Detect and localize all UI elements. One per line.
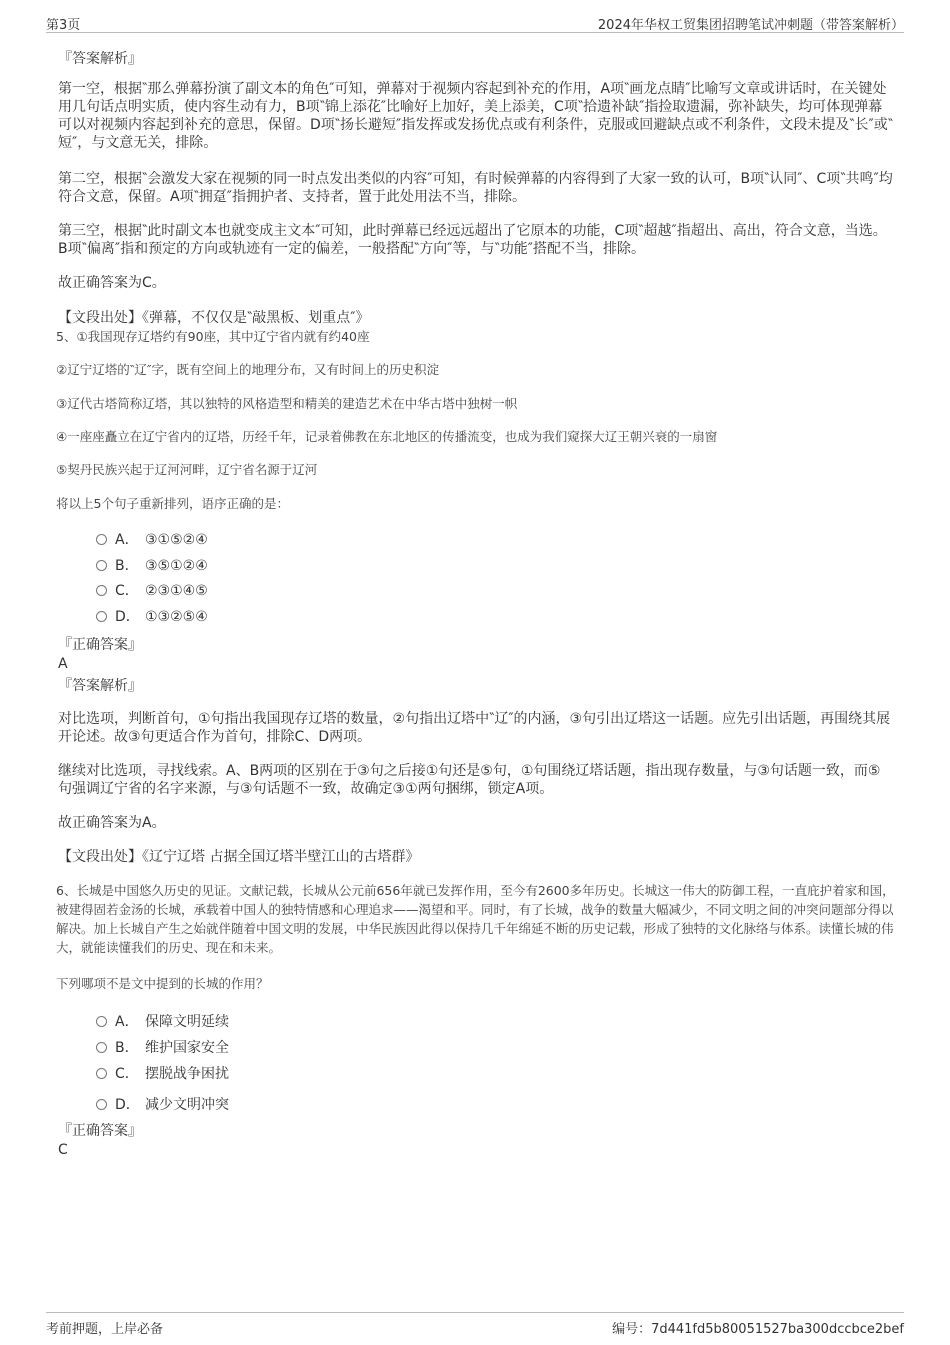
q5-analysis-p1: 对比选项，判断首句，①句指出我国现存辽塔的数量，②句指出辽塔中‶辽″的内涵，③句引出辽塔这一话题。应先引出话题，再围绕其展开论述。故③句更适合作为首句，排除C、D两项。 xyxy=(58,711,891,745)
radio-icon[interactable] xyxy=(96,534,107,545)
q6-answer-label: 『正确答案』 xyxy=(58,1123,142,1139)
page-number: 第3页 xyxy=(46,18,81,33)
footer-slogan: 考前押题，上岸必备 xyxy=(46,1322,164,1337)
q6-option-c[interactable]: C． 摆脱战争困扰 xyxy=(96,1065,229,1083)
radio-icon[interactable] xyxy=(96,560,107,571)
q5-analysis-p2: 继续对比选项，寻找线索。A、B两项的区别在于③句之后接①句还是⑤句，①句围绕辽塔话题，指出现存数量，与③句话题一致，而⑤句强调辽宁省的名字来源，与③句话题不一致，故确定③①两句捆绑，锁定A项。 xyxy=(58,763,881,797)
q6-prompt: 下列哪项不是文中提到的长城的作用？ xyxy=(56,976,269,991)
q5-option-d[interactable]: D． ①③②⑤④ xyxy=(96,608,208,626)
q4-analysis-p2: 第二空，根据‶会激发大家在视频的同一时点发出类似的内容″可知，有时候弹幕的内容得到了大家一致的认可，B项‶认同″、C项‶共鸣″均符合文意，保留。A项‶拥趸″指拥护者、支持者，置于此处用法不当，排除。 xyxy=(58,171,893,205)
document-id: 编号：7d441fd5b80051527ba300dccbce2bef xyxy=(612,1322,904,1337)
q4-analysis-label: 『答案解析』 xyxy=(58,51,142,67)
page-header xyxy=(46,12,904,33)
q5-option-c[interactable]: C． ②③①④⑤ xyxy=(96,582,208,600)
q6-stem: 6、长城是中国悠久历史的见证。文献记载，长城从公元前656年就已发挥作用，至今有2600多年历史。长城这一伟大的防御工程，一直庇护着家和国，被建得固若金汤的长城，承载着中国人的独特情感和心理追求——渴望和平。同时，有了长城，战争的数量大幅减少，不同文明之间的冲突问题部分得以解决。加上长城自产生之始就伴随着中国文明的发展，中华民族因此得以保持几千年绵延不断的历史记载，形成了独特的文化脉络与体系。读懂长城的伟大，就能读懂我们的历史、现在和未来。 xyxy=(56,883,895,955)
q5-sentence-2: ②辽宁辽塔的‶辽″字，既有空间上的地理分布，又有时间上的历史积淀 xyxy=(56,362,440,377)
q5-sentence-5: ⑤契丹民族兴起于辽河河畔，辽宁省名源于辽河 xyxy=(56,462,318,477)
q6-option-d[interactable]: D． 减少文明冲突 xyxy=(96,1096,229,1114)
q6-option-b[interactable]: B． 维护国家安全 xyxy=(96,1039,229,1057)
q6-option-a[interactable]: A． 保障文明延续 xyxy=(96,1013,229,1031)
radio-icon[interactable] xyxy=(96,1099,107,1110)
q5-source: 【文段出处】《辽宁辽塔 占据全国辽塔半壁江山的古塔群》 xyxy=(58,849,420,865)
q5-sentence-1: 5、①我国现存辽塔约有90座，其中辽宁省内就有约40座 xyxy=(56,329,370,344)
page-footer xyxy=(46,1312,904,1335)
q4-source: 【文段出处】《弹幕，不仅仅是‶敲黑板、划重点″》 xyxy=(58,310,370,326)
q4-conclusion: 故正确答案为C。 xyxy=(58,275,166,291)
q5-analysis-label: 『答案解析』 xyxy=(58,678,142,694)
q5-option-a[interactable]: A． ③①⑤②④ xyxy=(96,531,208,549)
q5-prompt: 将以上5个句子重新排列，语序正确的是： xyxy=(56,496,289,511)
radio-icon[interactable] xyxy=(96,1042,107,1053)
q5-answer: A xyxy=(58,656,68,672)
q6-answer: C xyxy=(58,1142,68,1158)
q5-option-b[interactable]: B． ③⑤①②④ xyxy=(96,557,208,575)
radio-icon[interactable] xyxy=(96,611,107,622)
q5-conclusion: 故正确答案为A。 xyxy=(58,815,166,831)
q5-sentence-3: ③辽代古塔简称辽塔，其以独特的风格造型和精美的建造艺术在中华古塔中独树一帜 xyxy=(56,396,518,411)
radio-icon[interactable] xyxy=(96,1068,107,1079)
q5-sentence-4: ④一座座矗立在辽宁省内的辽塔，历经千年，记录着佛教在东北地区的传播流变，也成为我们窥探大辽王朝兴衰的一扇窗 xyxy=(56,429,718,444)
q4-analysis-p1: 第一空，根据‶那么弹幕扮演了副文本的角色″可知，弹幕对于视频内容起到补充的作用，A项‶画龙点睛″比喻写文章或讲话时，在关键处用几句话点明实质，使内容生动有力，B项‶锦上添花″比喻好上加好，美上添美，C项‶拾遗补缺″指捡取遗漏，弥补缺失，均可体现弹幕可以对视频内容起到补充的意思，保留。D项‶扬长避短″指发挥或发扬优点或有利条件，克服或回避缺点或不利条件，文段未提及‶长″或‶短″，与文意无关，排除。 xyxy=(58,81,893,151)
q4-analysis-p3: 第三空，根据‶此时副文本也就变成主文本″可知，此时弹幕已经远远超出了它原本的功能，C项‶超越″指超出、高出，符合文意，当选。B项‶偏离″指和预定的方向或轨迹有一定的偏差，一般搭配‶方向″等，与‶功能″搭配不当，排除。 xyxy=(58,223,887,257)
document-title: 2024年华权工贸集团招聘笔试冲刺题（带答案解析） xyxy=(597,18,904,33)
q5-answer-label: 『正确答案』 xyxy=(58,637,142,653)
radio-icon[interactable] xyxy=(96,1016,107,1027)
radio-icon[interactable] xyxy=(96,585,107,596)
